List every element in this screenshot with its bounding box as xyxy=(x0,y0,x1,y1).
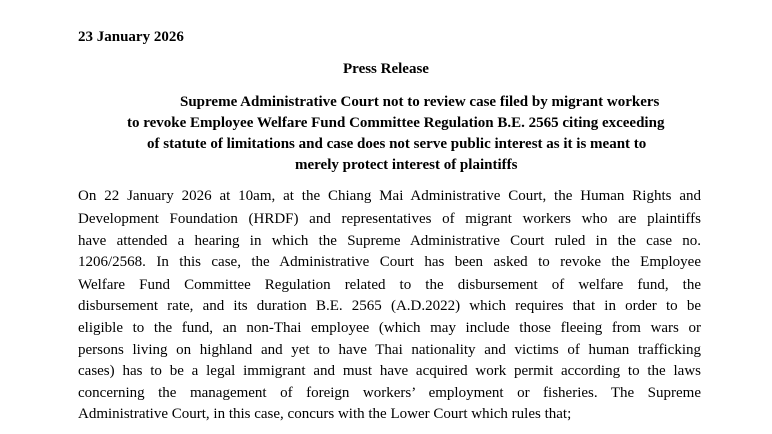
press-release-label: Press Release xyxy=(343,61,429,77)
release-date: 23 January 2026 xyxy=(78,29,184,45)
body-line: have attended a hearing in which the Supreme Administrative Court ruled in the case no. xyxy=(78,233,701,249)
body-line: eligible to the fund, an non-Thai employee (which may include those fleeing from wars or xyxy=(78,320,701,336)
body-line: cases) has to be a legal immigrant and must have acquired work permit according to the laws xyxy=(78,363,701,379)
body-line: 1206/2568. In this case, the Administrative Court has been asked to revoke the Employee xyxy=(78,254,701,270)
headline-line: merely protect interest of plaintiffs xyxy=(295,157,518,173)
body-line: concerning the management of foreign workers’ employment or fisheries. The Supreme xyxy=(78,385,701,401)
body-line: On 22 January 2026 at 10am, at the Chiang Mai Administrative Court, the Human Rights and xyxy=(78,188,701,204)
headline-line: of statute of limitations and case does not serve public interest as it is meant to xyxy=(147,136,647,152)
body-line: Administrative Court, in this case, concurs with the Lower Court which rules that; xyxy=(78,406,572,422)
headline-line: to revoke Employee Welfare Fund Committee Regulation B.E. 2565 citing exceeding xyxy=(127,115,665,131)
body-line: Development Foundation (HRDF) and representatives of migrant workers who are plaintiffs xyxy=(78,211,701,227)
headline-line: Supreme Administrative Court not to review case filed by migrant workers xyxy=(180,94,660,110)
body-line: disbursement rate, and its duration B.E. 2565 (A.D.2022) which requires that in order to be xyxy=(78,298,701,314)
body-line: persons living on highland and yet to have Thai nationality and victims of human trafficking xyxy=(78,342,701,358)
body-line: Welfare Fund Committee Regulation related to the disbursement of welfare fund, the xyxy=(78,277,701,293)
